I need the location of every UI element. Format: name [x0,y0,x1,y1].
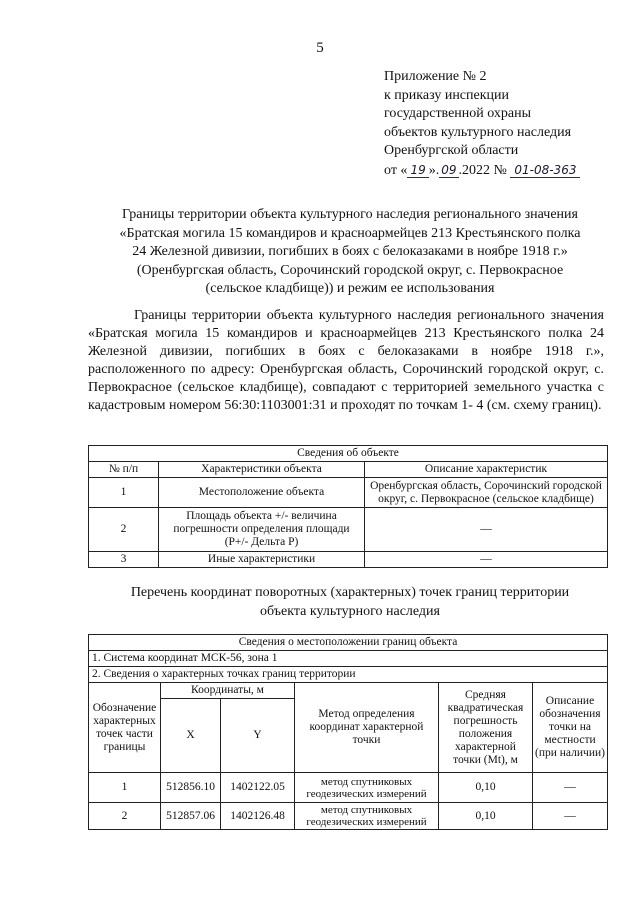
header-point: Обозначение характерных точек части границы [89,683,161,773]
title-line: 24 Железной дивизии, погибших в боях с белоказаками в ноябре 1918 г.» [132,244,568,259]
coords-table-caption: Сведения о местоположении границ объекта [89,635,608,651]
header-x: X [161,699,221,773]
row-number: 3 [89,552,159,568]
coordinates-heading [90,584,610,621]
date-year: .2022 № [458,162,507,178]
appendix-line: Оренбургской области [384,143,519,158]
coordinates-table [88,634,608,830]
table-row [89,552,608,568]
cell-error: 0,10 [439,803,533,830]
title-line: Границы территории объекта культурного наследия регионального значения [122,207,578,222]
header-coordinates: Координаты, м [161,683,295,699]
document-title [90,206,610,299]
header-description: Описание обозначения точки на местности (при наличии) [533,683,608,773]
table-row [89,478,608,508]
appendix-line: к приказу инспекции [384,87,510,103]
coordinate-system: 1. Система координат МСК-56, зона 1 [89,651,608,667]
cell-point: 1 [89,773,161,803]
title-line: (Оренбургская область, Сорочинский городской округ, с. Первокрасное [136,262,564,278]
heading-line: Перечень координат поворотных (характерных) точек границ территории [130,585,570,600]
cell-point: 2 [89,803,161,830]
column-header: Описание характеристик [365,462,608,478]
header-error: Средняя квадратическая погрешность положения характерной точки (Mt), м [439,683,533,773]
table-row [89,773,608,803]
order-number: 01-08-363 [510,163,580,178]
row-number: 2 [89,508,159,552]
date-day: 19 [407,163,428,178]
description-paragraph: Границы территории объекта культурного наследия регионального значения «Братская могила 15 командиров и красноармейцев 213 Крестьянского полка 24 Железной дивизии, погибших в боях с белоказаками в ноябре 1918 г.», расположенного по адресу: Оренбургская область, Сорочинский городской округ, с. Первокрасное (сельское кладбище), совпадают с территорией земельного участка с кадастровым номером 56:30:1103001:31 и проходят по точкам 1- 4 (см. схему границ). [88,308,604,413]
row-description: — [365,552,608,568]
cell-method: метод спутниковых геодезических измерений [295,803,439,830]
table-row [89,508,608,552]
row-number: 1 [89,478,159,508]
cell-description: — [533,803,608,830]
row-characteristic: Площадь объекта +/- величина погрешности определения площади (P+/- Дельта P) [159,508,365,552]
cell-x: 512857.06 [161,803,221,830]
column-header: Характеристики объекта [159,462,365,478]
cell-description: — [533,773,608,803]
heading-line: объекта культурного наследия [260,603,440,619]
title-line: (сельское кладбище)) и режим ее использования [205,281,495,296]
section-label: 2. Сведения о характерных точках границ территории [89,667,608,683]
title-line: «Братская могила 15 командиров и красноармейцев 213 Крестьянского полка [119,225,581,241]
date-month: 09 [441,162,457,177]
object-table-caption: Сведения об объекте [89,446,608,462]
appendix-line: Приложение № 2 [384,69,487,84]
date-prefix: от « [384,162,408,178]
cell-y: 1402122.05 [221,773,295,803]
cell-y: 1402126.48 [221,803,295,830]
column-header: № п/п [89,462,159,478]
table-row [89,803,608,830]
page-number: 5 [316,40,324,56]
appendix-block [384,68,634,180]
cell-method: метод спутниковых геодезических измерений [295,773,439,803]
date-mid: ». [428,162,440,178]
appendix-line: государственной охраны [384,106,532,121]
row-characteristic: Иные характеристики [159,552,365,568]
row-description: — [365,508,608,552]
row-characteristic: Местоположение объекта [159,478,365,508]
appendix-date-line [384,161,634,181]
cell-error: 0,10 [439,773,533,803]
header-method: Метод определения координат характерной точки [295,683,439,773]
header-y: Y [221,699,295,773]
object-info-table [88,445,608,568]
appendix-line: объектов культурного наследия [384,124,572,140]
cell-x: 512856.10 [161,773,221,803]
row-description: Оренбургская область, Сорочинский городской округ, с. Первокрасное (сельское кладбище) [365,478,608,508]
